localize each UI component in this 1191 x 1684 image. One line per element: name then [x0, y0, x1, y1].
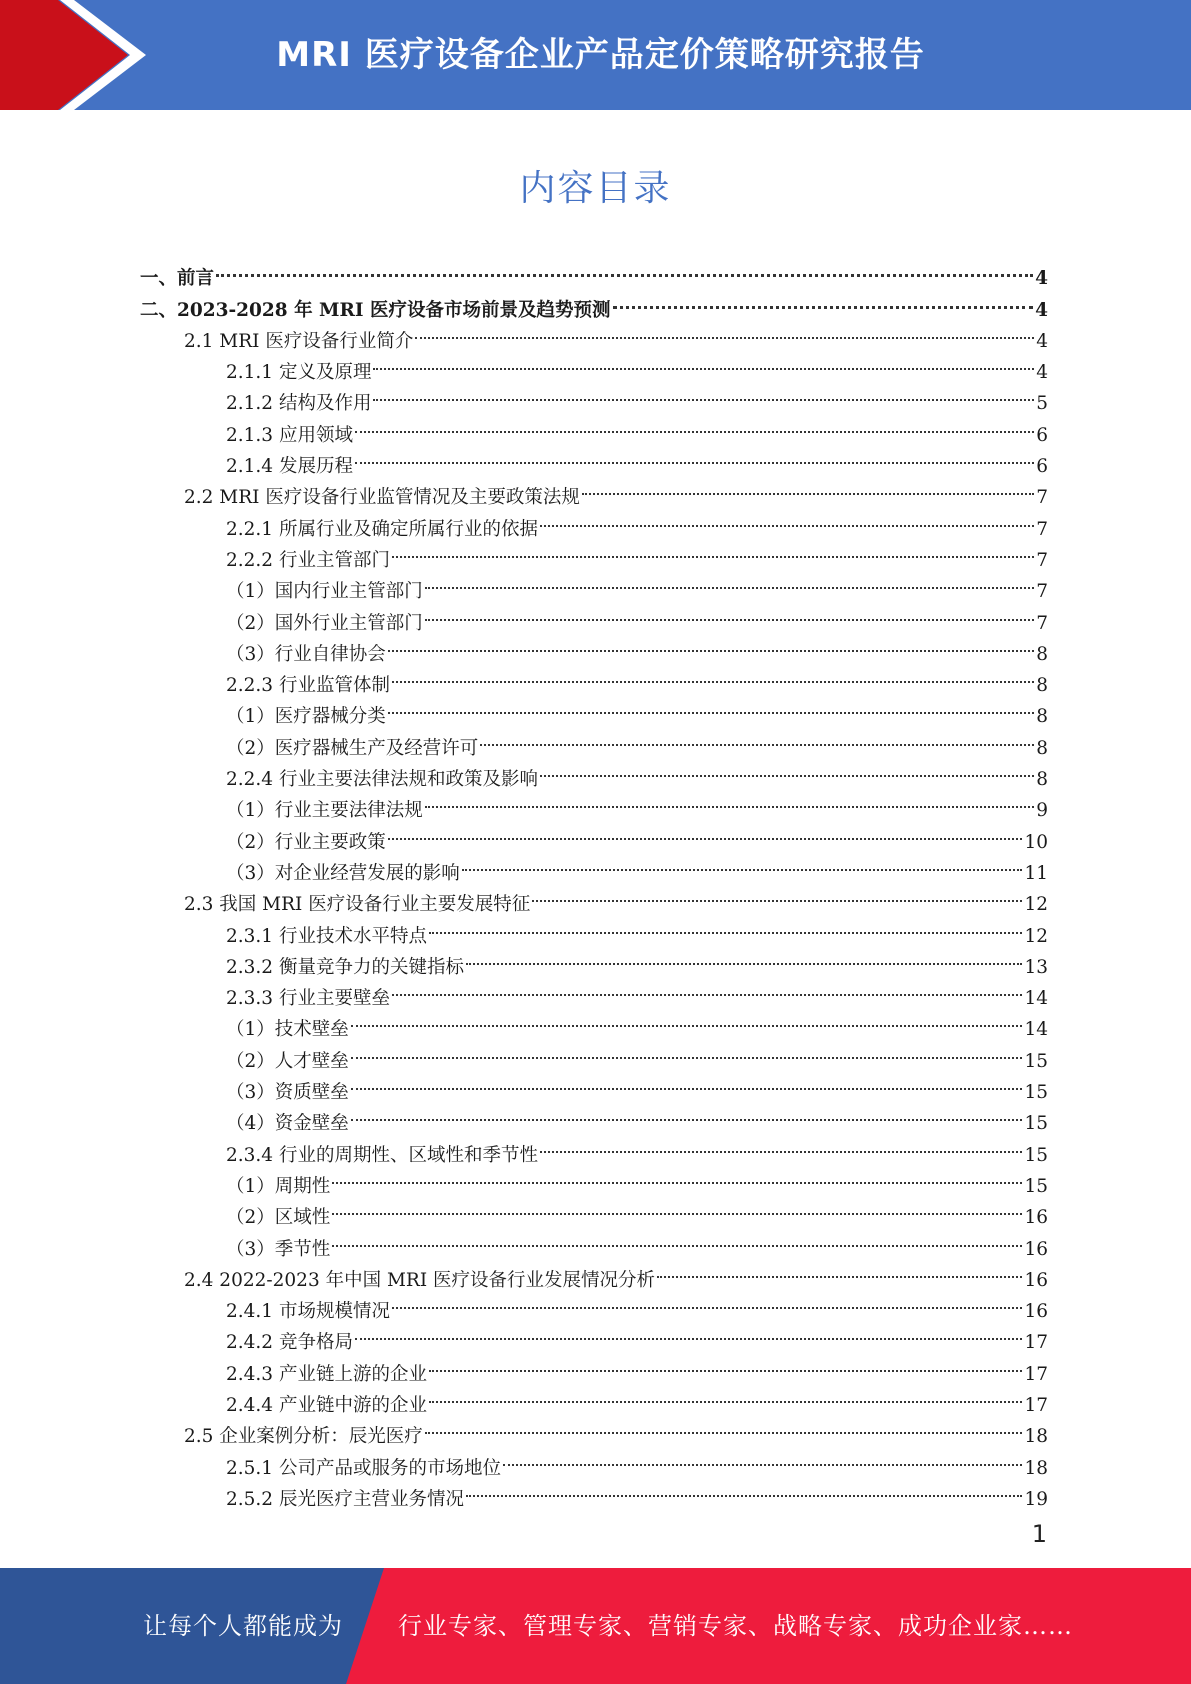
toc-entry-label: 2.5.2 辰光医疗主营业务情况 — [226, 1488, 464, 1510]
toc-dot-leader — [351, 1035, 1023, 1066]
toc-entry-page: 18 — [1024, 1457, 1048, 1479]
toc-entry-page: 4 — [1035, 268, 1048, 290]
toc-dot-leader — [332, 1161, 1022, 1192]
toc-entry-label: 2.2.4 行业主要法律法规和政策及影响 — [226, 769, 538, 791]
toc-entry-page: 15 — [1024, 1144, 1048, 1166]
toc-entry-label: 2.5 企业案例分析：辰光医疗 — [184, 1426, 423, 1448]
toc-entry-label: 2.4.4 产业链中游的企业 — [226, 1394, 427, 1416]
toc-entry-page: 6 — [1036, 424, 1048, 446]
toc-entry-label: 2.3.1 行业技术水平特点 — [226, 925, 427, 947]
toc-dot-leader — [532, 879, 1022, 910]
toc-dot-leader — [388, 691, 1034, 722]
toc-entry-label: （1）国内行业主管部门 — [226, 581, 423, 603]
toc-entry-page: 13 — [1024, 956, 1048, 978]
toc-dot-leader — [392, 1286, 1022, 1317]
toc-dot-leader — [373, 378, 1034, 409]
toc-entry-page: 16 — [1024, 1238, 1048, 1260]
toc-entry-label: （1）周期性 — [226, 1175, 331, 1197]
toc-dot-leader — [480, 722, 1034, 753]
toc-entry-label: 2.3.2 衡量竞争力的关键指标 — [226, 956, 464, 978]
toc-entry-label: 2.4 2022-2023 年中国 MRI 医疗设备行业发展情况分析 — [184, 1269, 656, 1291]
toc-entry-page: 7 — [1036, 612, 1048, 634]
toc-entry-page: 11 — [1024, 862, 1048, 884]
toc-dot-leader — [355, 1317, 1023, 1348]
report-header — [0, 0, 1191, 110]
toc-entry-label: 2.5.1 公司产品或服务的市场地位 — [226, 1457, 501, 1479]
footer-slogan-left: 让每个人都能成为 — [143, 1612, 343, 1640]
toc-dot-leader — [425, 597, 1034, 628]
toc-entry-label: （3）对企业经营发展的影响 — [226, 862, 460, 884]
toc-entry-page: 7 — [1036, 549, 1048, 571]
toc-entry-page: 17 — [1024, 1363, 1048, 1385]
toc-entry-label: （2）行业主要政策 — [226, 831, 386, 853]
toc-entry-label: （1）医疗器械分类 — [226, 706, 386, 728]
toc-entry-page: 4 — [1035, 299, 1048, 321]
toc-dot-leader — [392, 535, 1034, 566]
toc-entry-label: 2.1.2 结构及作用 — [226, 393, 372, 415]
toc-entry-page: 19 — [1024, 1488, 1048, 1510]
toc-entry-page: 7 — [1036, 487, 1048, 509]
toc-entry-page: 6 — [1036, 456, 1048, 478]
toc-entry-page: 16 — [1024, 1301, 1048, 1323]
toc-entry-label: （1）行业主要法律法规 — [226, 800, 423, 822]
toc-entry-label: 2.1.4 发展历程 — [226, 456, 353, 478]
toc-entry-page: 15 — [1024, 1050, 1048, 1072]
toc-entry-label: 2.2 MRI 医疗设备行业监管情况及主要政策法规 — [184, 487, 580, 509]
toc-dot-leader — [355, 409, 1034, 440]
toc-entry[interactable] — [140, 253, 1048, 290]
table-of-contents — [140, 253, 1048, 1510]
toc-entry-label: （1）技术壁垒 — [226, 1019, 349, 1041]
toc-entry-page: 7 — [1036, 518, 1048, 540]
toc-dot-leader — [462, 848, 1023, 879]
toc-dot-leader — [351, 1098, 1023, 1129]
toc-dot-leader — [216, 253, 1033, 284]
toc-entry-label: 2.1.3 应用领域 — [226, 424, 353, 446]
toc-entry-page: 10 — [1024, 831, 1048, 853]
toc-entry-label: 2.2.3 行业监管体制 — [226, 675, 390, 697]
toc-dot-leader — [355, 441, 1034, 472]
report-title: MRI 医疗设备企业产品定价策略研究报告 — [276, 35, 925, 75]
toc-dot-leader — [657, 1255, 1022, 1286]
toc-dot-leader — [540, 754, 1034, 785]
toc-entry-page: 4 — [1036, 362, 1048, 384]
toc-entry-page: 18 — [1024, 1426, 1048, 1448]
toc-entry-page: 8 — [1036, 643, 1048, 665]
toc-entry-label: 2.2.1 所属行业及确定所属行业的依据 — [226, 518, 538, 540]
toc-dot-leader — [429, 1348, 1022, 1379]
toc-entry-label: 2.3 我国 MRI 医疗设备行业主要发展特征 — [184, 894, 531, 916]
toc-entry-page: 9 — [1036, 800, 1048, 822]
page-number: 1 — [1031, 1520, 1047, 1548]
toc-entry[interactable] — [140, 284, 1048, 321]
toc-entry-label: （2）医疗器械生产及经营许可 — [226, 737, 479, 759]
toc-entry-label: 一、前言 — [140, 268, 215, 290]
toc-dot-leader — [429, 910, 1022, 941]
toc-dot-leader — [332, 1192, 1022, 1223]
toc-entry-label: （2）国外行业主管部门 — [226, 612, 423, 634]
toc-dot-leader — [392, 660, 1034, 691]
report-footer — [0, 1568, 1191, 1684]
toc-dot-leader — [425, 785, 1034, 816]
toc-entry-label: 2.3.3 行业主要壁垒 — [226, 988, 390, 1010]
toc-entry-page: 15 — [1024, 1082, 1048, 1104]
toc-dot-leader — [425, 566, 1034, 597]
toc-dot-leader — [466, 1474, 1022, 1505]
toc-entry-label: （2）区域性 — [226, 1207, 331, 1229]
toc-dot-leader — [332, 1223, 1022, 1254]
toc-dot-leader — [540, 1129, 1022, 1160]
toc-entry-page: 16 — [1024, 1269, 1048, 1291]
toc-dot-leader — [429, 1380, 1022, 1411]
toc-entry-page: 8 — [1036, 737, 1048, 759]
toc-entry-label: （2）人才壁垒 — [226, 1050, 349, 1072]
toc-entry-label: （4）资金壁垒 — [226, 1113, 349, 1135]
toc-dot-leader — [388, 816, 1023, 847]
toc-entry-label: 2.3.4 行业的周期性、区域性和季节性 — [226, 1144, 538, 1166]
toc-dot-leader — [613, 284, 1034, 315]
toc-entry-page: 5 — [1036, 393, 1048, 415]
toc-dot-leader — [351, 1004, 1023, 1035]
toc-entry-label: 2.1.1 定义及原理 — [226, 362, 372, 384]
toc-entry-page: 8 — [1036, 769, 1048, 791]
toc-entry-page: 12 — [1024, 925, 1048, 947]
toc-entry-label: 2.4.2 竞争格局 — [226, 1332, 353, 1354]
toc-entry-label: （3）行业自律协会 — [226, 643, 386, 665]
toc-entry-label: 二、2023-2028 年 MRI 医疗设备市场前景及趋势预测 — [140, 299, 611, 321]
toc-entry-label: 2.1 MRI 医疗设备行业简介 — [184, 330, 414, 352]
toc-entry-page: 17 — [1024, 1332, 1048, 1354]
toc-entry-label: 2.4.3 产业链上游的企业 — [226, 1363, 427, 1385]
toc-dot-leader — [425, 1411, 1023, 1442]
toc-entry-page: 7 — [1036, 581, 1048, 603]
toc-entry-page: 15 — [1024, 1175, 1048, 1197]
toc-entry-page: 8 — [1036, 675, 1048, 697]
toc-entry-page: 15 — [1024, 1113, 1048, 1135]
toc-entry-page: 17 — [1024, 1394, 1048, 1416]
toc-dot-leader — [388, 629, 1034, 660]
toc-dot-leader — [466, 942, 1022, 973]
toc-entry-label: 2.4.1 市场规模情况 — [226, 1301, 390, 1323]
footer-slogan-right: 行业专家、管理专家、营销专家、战略专家、成功企业家…… — [398, 1612, 1073, 1640]
toc-dot-leader — [540, 503, 1034, 534]
toc-dot-leader — [392, 973, 1022, 1004]
toc-entry-page: 4 — [1036, 330, 1048, 352]
toc-entry-page: 14 — [1024, 1019, 1048, 1041]
toc-entry-label: （3）资质壁垒 — [226, 1082, 349, 1104]
toc-entry-page: 16 — [1024, 1207, 1048, 1229]
toc-dot-leader — [415, 316, 1034, 347]
toc-dot-leader — [373, 347, 1034, 378]
toc-entry-label: （3）季节性 — [226, 1238, 331, 1260]
toc-heading: 内容目录 — [519, 168, 672, 209]
toc-dot-leader — [503, 1442, 1022, 1473]
toc-dot-leader — [582, 472, 1034, 503]
toc-dot-leader — [351, 1067, 1023, 1098]
toc-entry-page: 12 — [1024, 894, 1048, 916]
toc-entry-label: 2.2.2 行业主管部门 — [226, 549, 390, 571]
toc-entry-page: 14 — [1024, 988, 1048, 1010]
toc-entry-page: 8 — [1036, 706, 1048, 728]
